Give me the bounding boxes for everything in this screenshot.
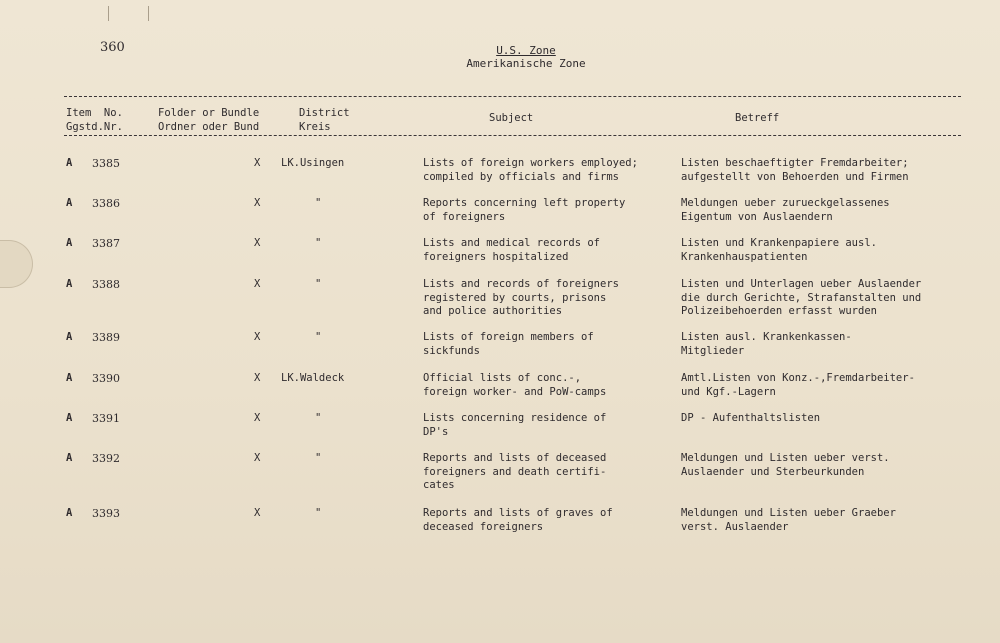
folder-mark: X — [254, 372, 261, 384]
folder-mark: X — [254, 278, 261, 290]
header-rule-bottom — [64, 135, 961, 136]
district-name: LK.Waldeck — [281, 372, 345, 384]
header-rule-top — [64, 96, 961, 97]
betreff-text: Listen und Krankenpapiere ausl. Krankenhauspatienten — [681, 237, 877, 263]
row-marker: A — [66, 157, 73, 169]
binder-clip-shadow — [0, 240, 33, 288]
district-name: LK.Usingen — [281, 157, 345, 169]
item-number: 3393 — [92, 507, 120, 520]
folder-mark: X — [254, 197, 261, 209]
district-name: " — [315, 507, 322, 519]
subject-text: Lists concerning residence of DP's — [423, 412, 607, 438]
betreff-text: Meldungen ueber zurueckgelassenes Eigentum von Auslaendern — [681, 197, 890, 223]
row-marker: A — [66, 507, 73, 519]
betreff-text: Meldungen und Listen ueber Graeber verst. Auslaender — [681, 507, 896, 533]
betreff-text: Listen beschaeftigter Fremdarbeiter; aufgestellt von Behoerden und Firmen — [681, 157, 909, 183]
margin-tick — [108, 6, 109, 21]
betreff-text: Meldungen und Listen ueber verst. Auslaender und Sterbeurkunden — [681, 452, 890, 478]
header-item-no: Item No. Ggstd.Nr. — [66, 107, 123, 133]
folder-mark: X — [254, 507, 261, 519]
item-number: 3385 — [92, 157, 120, 170]
row-marker: A — [66, 331, 73, 343]
folder-mark: X — [254, 237, 261, 249]
header-betreff: Betreff — [735, 112, 780, 124]
subject-text: Reports and lists of graves of deceased foreigners — [423, 507, 613, 533]
subject-text: Lists and records of foreigners registered by courts, prisons and police authorities — [423, 278, 619, 317]
header-district: District Kreis — [299, 107, 350, 133]
item-number: 3386 — [92, 197, 120, 210]
row-marker: A — [66, 452, 73, 464]
row-marker: A — [66, 372, 73, 384]
betreff-text: Listen und Unterlagen ueber Auslaender die durch Gerichte, Strafanstalten und Polizeibehoerden erfasst wurden — [681, 278, 922, 317]
page-number: 360 — [100, 40, 125, 55]
district-name: " — [315, 237, 322, 249]
district-name: " — [315, 197, 322, 209]
folder-mark: X — [254, 331, 261, 343]
folder-mark: X — [254, 452, 261, 464]
betreff-text: Listen ausl. Krankenkassen- Mitglieder — [681, 331, 852, 357]
district-name: " — [315, 278, 322, 290]
folder-mark: X — [254, 157, 261, 169]
item-number: 3389 — [92, 331, 120, 344]
betreff-text: Amtl.Listen von Konz.-,Fremdarbeiter- und Kgf.-Lagern — [681, 372, 915, 398]
subject-text: Reports and lists of deceased foreigners and death certifi- cates — [423, 452, 607, 491]
row-marker: A — [66, 237, 73, 249]
subject-text: Lists of foreign members of sickfunds — [423, 331, 594, 357]
subject-text: Lists of foreign workers employed; compiled by officials and firms — [423, 157, 638, 183]
zone-title: U.S. Zone — [496, 44, 556, 57]
subject-text: Lists and medical records of foreigners hospitalized — [423, 237, 601, 263]
margin-tick — [148, 6, 149, 21]
item-number: 3387 — [92, 237, 120, 250]
folder-mark: X — [254, 412, 261, 424]
row-marker: A — [66, 197, 73, 209]
header-subject: Subject — [489, 112, 534, 124]
row-marker: A — [66, 412, 73, 424]
district-name: " — [315, 452, 322, 464]
item-number: 3388 — [92, 278, 120, 291]
item-number: 3390 — [92, 372, 120, 385]
item-number: 3392 — [92, 452, 120, 465]
subject-text: Reports concerning left property of foreigners — [423, 197, 626, 223]
zone-subtitle: Amerikanische Zone — [466, 57, 586, 70]
subject-text: Official lists of conc.-, foreign worker- and PoW-camps — [423, 372, 607, 398]
district-name: " — [315, 412, 322, 424]
header-folder: Folder or Bundle Ordner oder Bund — [158, 107, 260, 133]
betreff-text: DP - Aufenthaltslisten — [681, 412, 821, 424]
district-name: " — [315, 331, 322, 343]
item-number: 3391 — [92, 412, 120, 425]
row-marker: A — [66, 278, 73, 290]
